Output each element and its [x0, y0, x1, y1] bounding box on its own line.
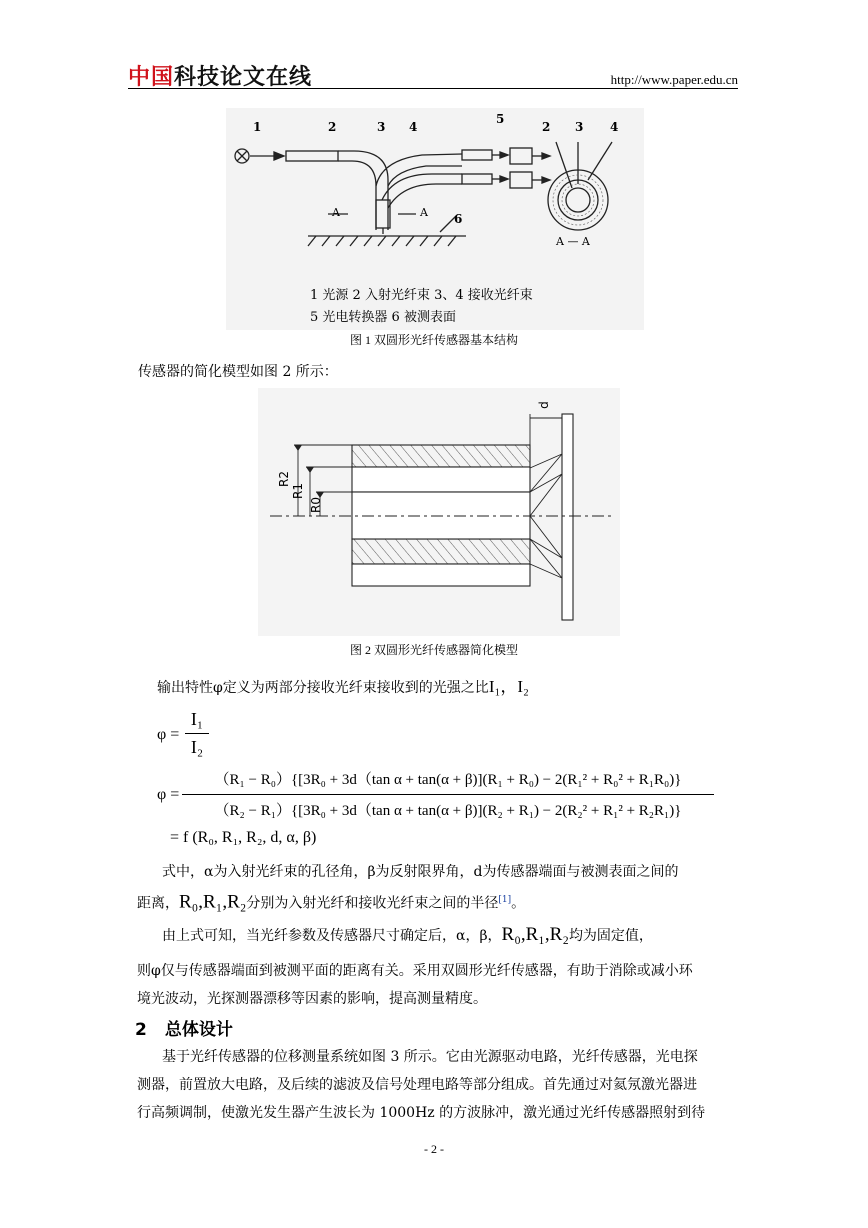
- logo-red-text: 中国: [128, 65, 175, 90]
- eq1-denominator: I₂: [190, 737, 204, 757]
- fig1-label-2: 2: [328, 120, 337, 134]
- eq1-numerator: I₁: [190, 709, 204, 729]
- section-2-number: 2: [135, 1020, 147, 1040]
- section-2-title: 总体设计: [164, 1020, 233, 1040]
- para-output: [157, 673, 529, 702]
- para-where-vars: R₀,R₁,R₂: [179, 891, 247, 913]
- para-fixed-text2: 均为固定值，: [568, 928, 653, 944]
- fig1-label-2b: 2: [542, 120, 551, 134]
- eq1-fraction-bar: [185, 733, 209, 734]
- para-fixed-vars: R₀,R₁,R₂: [501, 924, 569, 945]
- citation-1[interactable]: [1]: [498, 895, 512, 905]
- fig1-legend-line2: 5 光电转换器 6 被测表面: [310, 310, 456, 325]
- para-fixed-text1: 由上式可知，当光纤参数及传感器尺寸确定后，α，β，: [162, 928, 502, 944]
- para-design-line1: 基于光纤传感器的位移测量系统如图 3 所示。它由光源驱动电路，光纤传感器，光电探: [162, 1049, 698, 1065]
- page-number: - 2 -: [424, 1142, 444, 1156]
- section-2-heading: [135, 1015, 233, 1040]
- fig2-label-r2: R2: [276, 471, 291, 487]
- eq2-result: = f (R₀, R₁, R₂, d, α, β): [170, 829, 317, 846]
- logo-black-text: 科技论文在线: [174, 65, 313, 90]
- para-fixed-line4: 境光波动，光探测器漂移等因素的影响，提高测量精度。: [137, 991, 487, 1007]
- fig1-legend-line1: 1 光源 2 入射光纤束 3、4 接收光纤束: [310, 288, 533, 303]
- para-design-line2: 测器，前置放大电路，及后续的滤波及信号处理电路等部分组成。首先通过对氦氖激光器进: [137, 1077, 697, 1093]
- fig1-label-3b: 3: [575, 120, 584, 134]
- eq2-lhs: φ =: [157, 786, 180, 803]
- para-where-body: 分别为入射光纤和接收光纤束之间的半径: [246, 895, 499, 912]
- para-where-end: 。: [511, 895, 526, 912]
- figure-2: [258, 388, 620, 636]
- fig1-label-6: 6: [454, 212, 463, 226]
- fig2-label-r1: R1: [290, 483, 305, 499]
- eq2-numerator: （R₁ − R₀）{[3R₀ + 3d（tan α + tan(α + β)](R₁ + R₀) − 2(R₁² + R₀² + R₁R₀)}: [214, 772, 682, 788]
- fig1-section-a-left: A: [332, 206, 340, 219]
- fig1-label-5: 5: [496, 112, 505, 126]
- para-design-line3: 行高频调制，使激光发生器产生波长为 1000Hz 的方波脉冲，激光通过光纤传感器照射到待: [137, 1105, 706, 1121]
- eq2-fraction-bar: [182, 794, 714, 795]
- fig2-label-d: d: [536, 401, 551, 409]
- header-url[interactable]: http://www.paper.edu.cn: [610, 72, 738, 87]
- para-intro: 传感器的简化模型如图 2 所示：: [138, 364, 338, 380]
- fig1-section-aa: A — A: [556, 235, 590, 248]
- header-rule: [128, 88, 738, 89]
- eq1-lhs: φ =: [157, 726, 180, 743]
- para-fixed-line1: [162, 921, 653, 950]
- figure-2-caption: 图 2 双圆形光纤传感器简化模型: [349, 643, 518, 657]
- fig1-label-3: 3: [377, 120, 386, 134]
- eq2-denominator: （R₂ − R₁）{[3R₀ + 3d（tan α + tan(α + β)](R₂ + R₁) − 2(R₂² + R₁² + R₂R₁)}: [214, 803, 682, 819]
- para-output-text: 输出特性φ定义为两部分接收光纤束接收到的光强之比: [157, 680, 489, 696]
- fig2-label-r0: R0: [308, 497, 323, 513]
- para-output-vars: I₁，I₂: [488, 677, 529, 696]
- fig1-label-4b: 4: [610, 120, 619, 134]
- fig1-label-4: 4: [409, 120, 418, 134]
- para-where-line2: [137, 886, 525, 918]
- figure-1-caption: 图 1 双圆形光纤传感器基本结构: [349, 333, 518, 347]
- para-where-prefix: 距离，: [137, 895, 179, 912]
- fig1-label-1: 1: [253, 120, 262, 134]
- figure-1: [226, 108, 644, 330]
- site-logo: [128, 60, 312, 91]
- para-fixed-line3: 则φ仅与传感器端面到被测平面的距离有关。采用双圆形光纤传感器，有助于消除或减小环: [137, 963, 693, 979]
- para-where-line1: 式中，α为入射光纤束的孔径角，β为反射限界角，d为传感器端面与被测表面之间的: [162, 864, 679, 880]
- fig1-section-a-right: A: [420, 206, 428, 219]
